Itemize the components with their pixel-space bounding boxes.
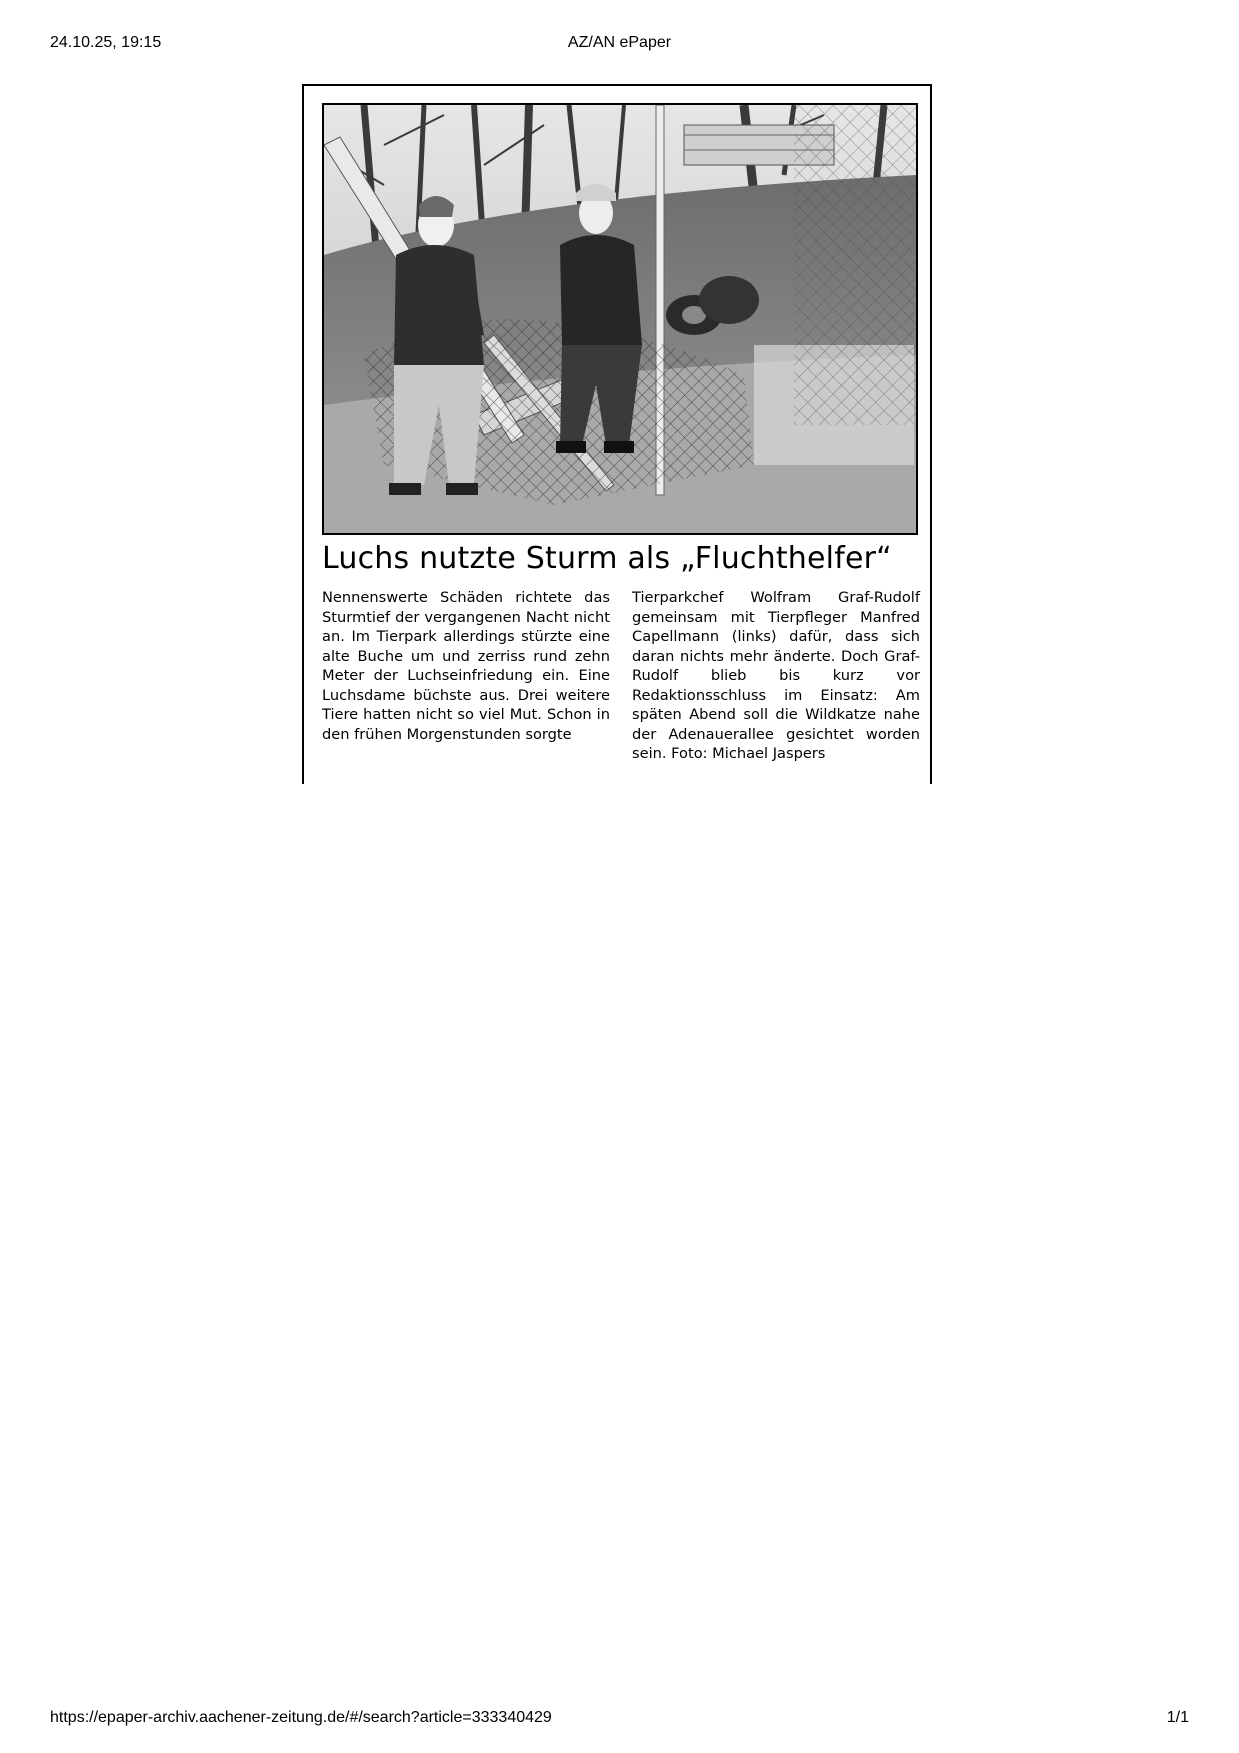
article-column-right	[632, 588, 920, 764]
photo-credit: Foto: Michael Jaspers	[671, 745, 826, 762]
print-url: https://epaper-archiv.aachener-zeitung.de/#/search?article=333340429	[50, 1709, 552, 1726]
print-page-number: 1/1	[1166, 1709, 1189, 1726]
print-title: AZ/AN ePaper	[567, 34, 672, 51]
article-body	[322, 588, 922, 778]
print-datetime: 24.10.25, 19:15	[50, 34, 162, 51]
newspaper-clipping	[302, 84, 932, 784]
print-header	[50, 34, 1189, 56]
article-column-right-text: Tierparkchef Wolfram Graf-Rudolf gemeinsam mit Tierpfleger Manfred Capellmann (links) dafür, dass sich daran nichts mehr änderte. Doch Graf-Rudolf blieb bis kurz vor Redaktionsschluss im Einsatz: Am späten Abend soll die Wildkatze nahe der Adenauerallee gesichtet worden sein.	[632, 589, 920, 762]
print-footer	[50, 1709, 1189, 1731]
article-headline: Luchs nutzte Sturm als „Fluchthelfer“	[322, 541, 892, 576]
article-photo	[322, 103, 918, 535]
article-column-left: Nennenswerte Schäden richtete das Sturmtief der vergangenen Nacht nicht an. Im Tierpark allerdings stürzte eine alte Buche um und zerriss rund zehn Meter der Luchseinfriedung ein. Eine Luchsdame büchste aus. Drei weitere Tiere hatten nicht so viel Mut. Schon in den frühen Morgenstunden sorgte	[322, 589, 610, 743]
